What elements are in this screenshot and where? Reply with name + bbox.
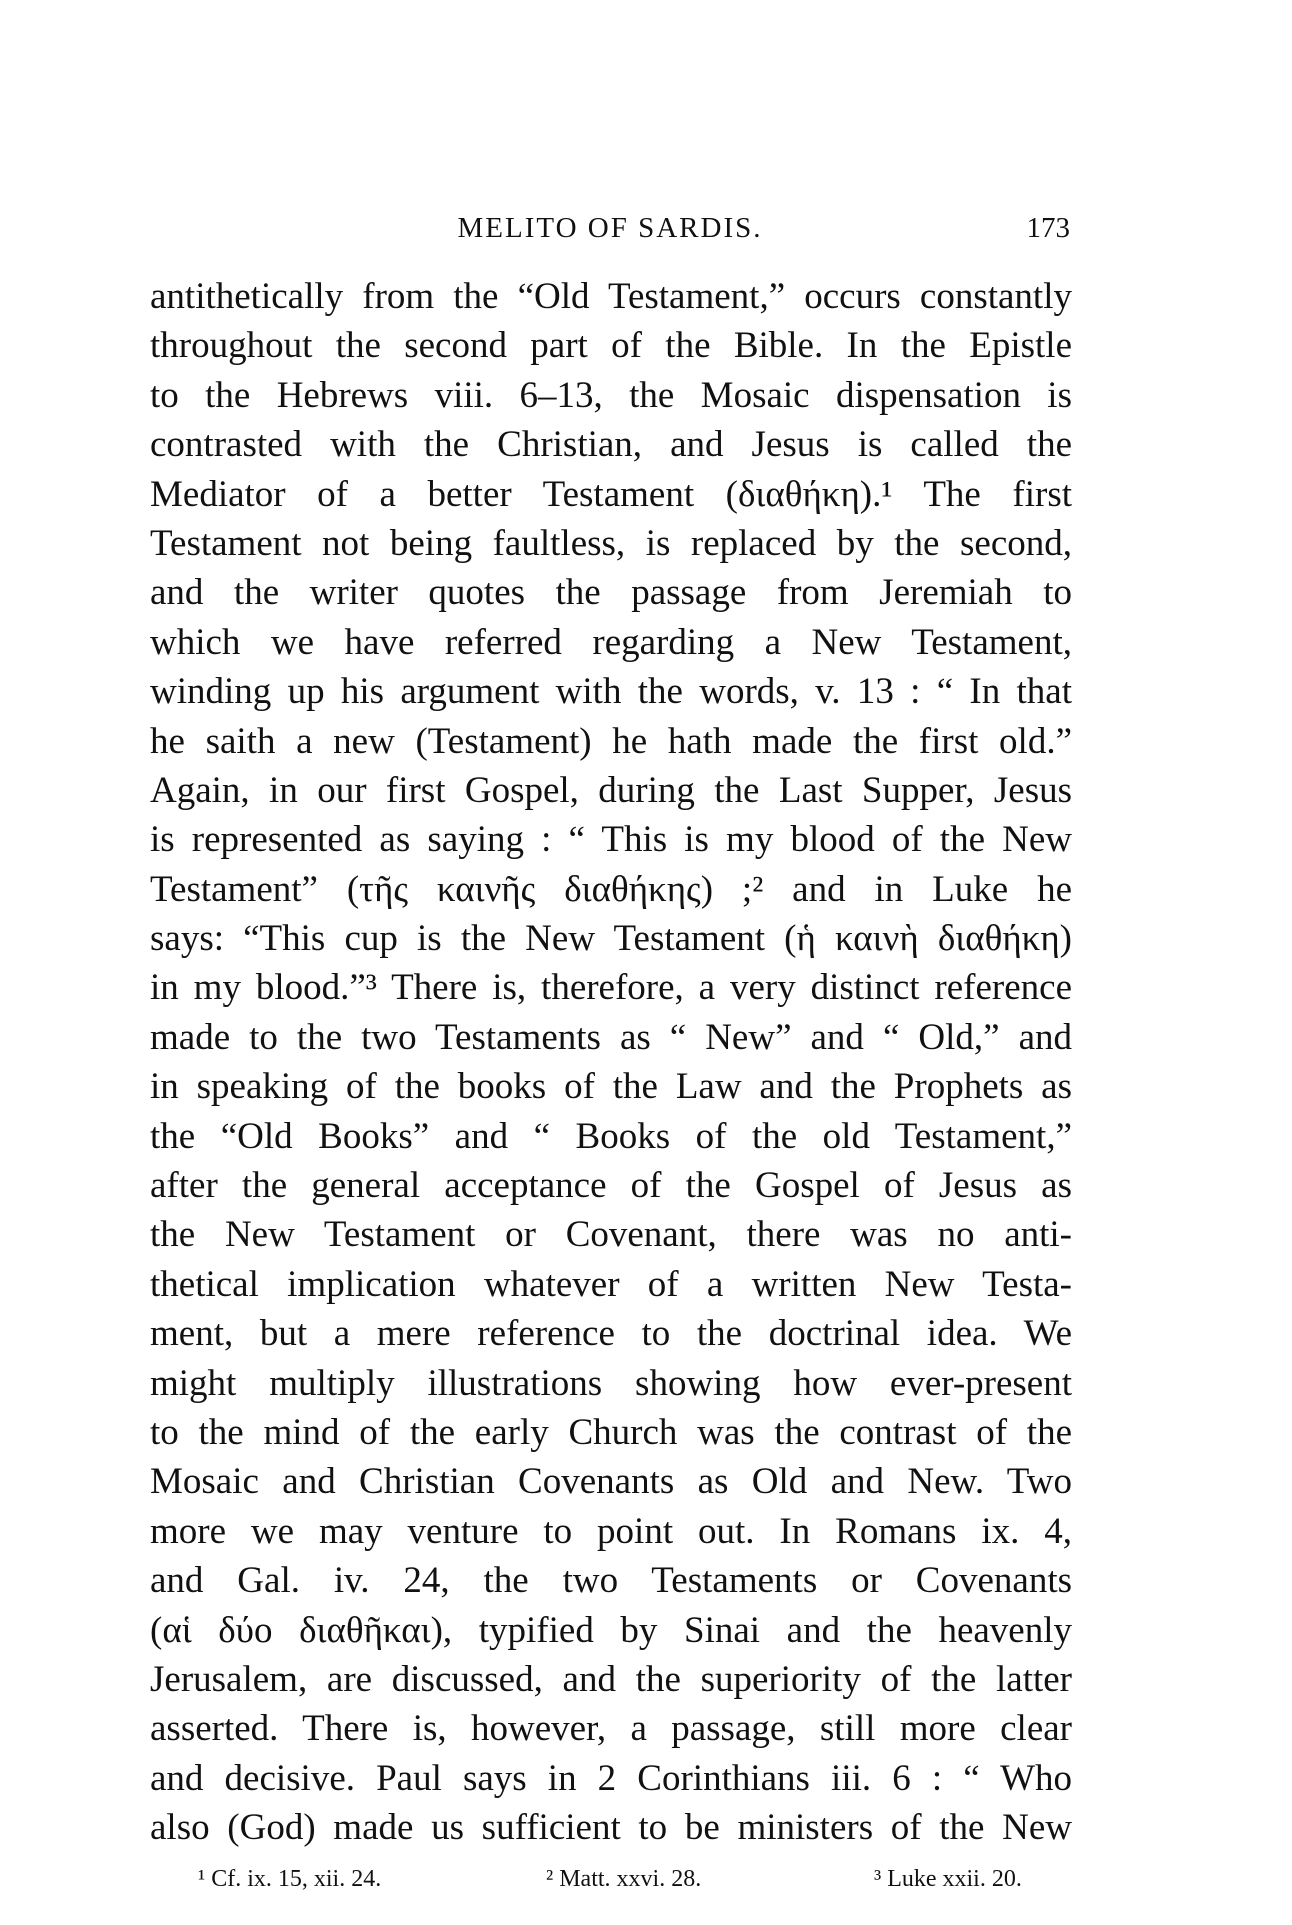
text-line: he saith a new (Testament) he hath made the first old.” bbox=[150, 720, 1072, 762]
text-line: the “Old Books” and “ Books of the old Testament,” bbox=[150, 1115, 1072, 1157]
text-line: to the Hebrews viii. 6–13, the Mosaic dispensation is bbox=[150, 374, 1072, 416]
page-number: 173 bbox=[1026, 212, 1070, 244]
text-line: says: “This cup is the New Testament (ἡ καινὴ διαθήκη) bbox=[150, 918, 1072, 960]
footnotes bbox=[198, 1866, 1078, 1906]
text-line: thetical implication whatever of a written New Testa- bbox=[150, 1263, 1072, 1305]
page-header bbox=[150, 212, 1070, 256]
text-line: after the general acceptance of the Gospel of Jesus as bbox=[150, 1165, 1072, 1207]
text-line: Mosaic and Christian Covenants as Old and New. Two bbox=[150, 1461, 1072, 1503]
body-text bbox=[150, 272, 1072, 1853]
text-line: which we have referred regarding a New Testament, bbox=[150, 621, 1072, 663]
text-line: and Gal. iv. 24, the two Testaments or Covenants bbox=[150, 1560, 1072, 1602]
text-line: in my blood.”³ There is, therefore, a very distinct reference bbox=[150, 967, 1072, 1009]
text-line: also (God) made us sufficient to be ministers of the New bbox=[150, 1807, 1072, 1849]
text-line: Mediator of a better Testament (διαθήκη).¹ The first bbox=[150, 473, 1072, 515]
text-line: the New Testament or Covenant, there was no anti- bbox=[150, 1214, 1072, 1256]
text-line: and the writer quotes the passage from Jeremiah to bbox=[150, 572, 1072, 614]
footnote-2: ² Matt. xxvi. 28. bbox=[546, 1866, 702, 1892]
text-line: ment, but a mere reference to the doctrinal idea. We bbox=[150, 1313, 1072, 1355]
footnote-1: ¹ Cf. ix. 15, xii. 24. bbox=[198, 1866, 382, 1892]
text-line: Testament not being faultless, is replaced by the second, bbox=[150, 522, 1072, 564]
text-line: more we may venture to point out. In Romans ix. 4, bbox=[150, 1510, 1072, 1552]
running-head: MELITO OF SARDIS. bbox=[457, 212, 763, 244]
text-line: throughout the second part of the Bible. In the Epistle bbox=[150, 325, 1072, 367]
text-line: in speaking of the books of the Law and the Prophets as bbox=[150, 1066, 1072, 1108]
text-line: might multiply illustrations showing how ever-present bbox=[150, 1362, 1072, 1404]
text-line: antithetically from the “Old Testament,” occurs constantly bbox=[150, 276, 1072, 317]
text-line: Again, in our first Gospel, during the Last Supper, Jesus bbox=[150, 769, 1072, 811]
text-line: made to the two Testaments as “ New” and “ Old,” and bbox=[150, 1016, 1072, 1058]
text-line: (αἱ δύο διαθῆκαι), typified by Sinai and the heavenly bbox=[150, 1609, 1072, 1651]
text-line: winding up his argument with the words, v. 13 : “ In that bbox=[150, 671, 1072, 713]
text-line: is represented as saying : “ This is my blood of the New bbox=[150, 819, 1072, 861]
text-line: to the mind of the early Church was the contrast of the bbox=[150, 1411, 1072, 1453]
text-line: Jerusalem, are discussed, and the superiority of the latter bbox=[150, 1658, 1072, 1700]
footnote-3: ³ Luke xxii. 20. bbox=[874, 1866, 1022, 1892]
text-line: asserted. There is, however, a passage, still more clear bbox=[150, 1708, 1072, 1750]
text-line: contrasted with the Christian, and Jesus is called the bbox=[150, 424, 1072, 466]
text-line: Testament” (τῆς καινῆς διαθήκης) ;² and in Luke he bbox=[150, 868, 1072, 910]
text-line: and decisive. Paul says in 2 Corinthians iii. 6 : “ Who bbox=[150, 1757, 1072, 1799]
